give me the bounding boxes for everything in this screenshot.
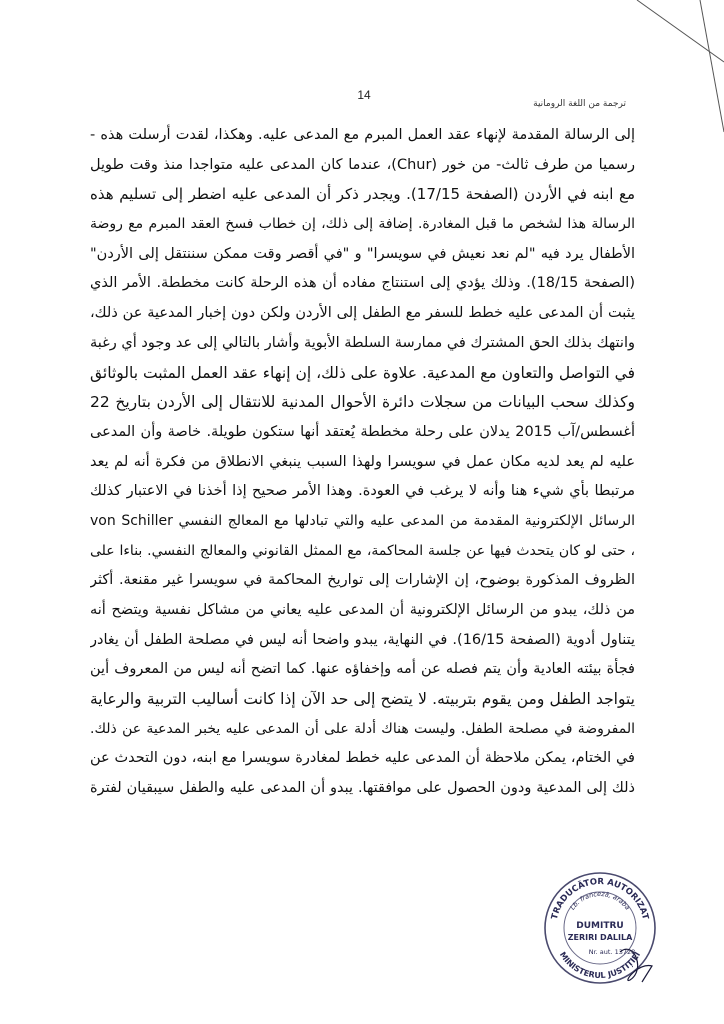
stamp-seal [542, 870, 658, 986]
text-line: ، حتى لو كان يتحدث فيها عن جلسة المحاكمة، مع الممثل القانوني والمعالج النفسي. بناءا على [90, 542, 635, 559]
text-line: المفروضة في مصلحة الطفل. وليست هناك أدلة على أن المدعى عليه يخبر المدعية عن ذلك. [90, 720, 635, 737]
text-line: الأطفال يرد فيه "لم نعد نعيش في سويسرا" و "في أقصر وقت ممكن سننتقل إلى الأردن" [90, 245, 635, 262]
text-line: عليه لم يعد لديه مكان عمل في سويسرا ولهذا السبب ينبغي الانطلاق من فكرة أنه لم يعد [90, 453, 635, 470]
text-line: في التواصل والتعاون مع المدعية. علاوة على ذلك، إن إنهاء عقد العمل المثبت بالوثائق [90, 363, 635, 382]
page-number: 14 [357, 88, 371, 102]
translation-note: ترجمة من اللغة الرومانية [533, 99, 626, 109]
text-line: يتواجد الطفل ومن يقوم بتربيته. لا يتضح إلى حد الآن إذا كانت أساليب التربية والرعاية [90, 690, 635, 709]
text-line: الرسالة هذا لشخص ما قبل المغادرة. إضافة إلى ذلك، إن خطاب فسخ العقد المبرم مع روضة [90, 216, 635, 233]
text-line: ذلك إلى المدعية ودون الحصول على موافقتها. يبدو أن المدعى عليه والطفل سيبقيان لفترة [90, 780, 635, 797]
stamp-top-text: TRADUCĂTOR AUTORIZAT [549, 876, 651, 921]
stamp-last-name: ZERIRI DALILA [567, 933, 633, 942]
text-line: مرتبطا بأي شيء هنا وأنه لا يرغب في العودة. وهذا الأمر صحيح إذا أخذنا في الاعتبار كذلك [90, 483, 635, 500]
stamp-first-name: DUMITRU [576, 921, 624, 931]
text-line: أغسطس/آب 2015 يدلان على رحلة مخططة يُعتقد أنها ستكون طويلة. خاصة وأن المدعى [90, 423, 635, 440]
text-line: الرسائل الإلكترونية المقدمة من المدعى عليه والتي تبادلها مع المعالج النفسي von Schiller [90, 512, 635, 529]
text-line: إلى الرسالة المقدمة لإنهاء عقد العمل المبرم مع المدعى عليه. وهكذا، لقدت أرسلت هذه - [90, 127, 635, 143]
text-line: في الختام، يمكن ملاحظة أن المدعى عليه خطط لمغادرة سويسرا مع ابنه، دون التحدث عن [90, 750, 635, 767]
text-line: يثبت أن المدعى عليه خطط للسفر مع الطفل إلى الأردن ولكن دون إخبار المدعية عن ذلك، [90, 305, 635, 322]
svg-text:TRADUCĂTOR AUTORIZAT [550, 877, 650, 921]
text-line: يتناول أدوية (الصفحة 16/15). في النهاية، يبدو واضحا أنه ليس في مصلحة الطفل أن يغادر [90, 631, 635, 648]
body-text [90, 121, 635, 804]
stamp-bottom-text: MINISTERUL JUSTIȚIEI [557, 950, 643, 981]
text-line: فجأة بيئته العادية وأن يتم فصله عن أمه وإخفاؤه عنها. كما اتضح أنه ليس من المعروف أين [90, 661, 635, 678]
text-line: وكذلك سحب البيانات من سجلات دائرة الأحوال المدنية للانتقال إلى الأردن بتاريخ 22 [90, 393, 635, 412]
text-line: وانتهك بذلك الحق المشترك في ممارسة السلطة الأبوية وأشار بالتالي إلى عد وجود أي رغبة [90, 334, 635, 351]
translator-stamp [542, 870, 658, 986]
stamp-languages-text: Lb. franceză, araba [568, 889, 632, 912]
text-line: رسميا من طرف ثالث- من خور (Chur)، عندما كان المدعى عليه متواجدا منذ وقت طويل [90, 156, 635, 173]
stamp-authorization: Nr. aut. 13728 [588, 948, 636, 956]
text-line: من ذلك، يبدو من الرسائل الإلكترونية أن المدعى عليه يعاني من مشاكل نفسية ويتضح أنه [90, 602, 635, 618]
text-line: (الصفحة 18/15). وذلك يؤدي إلى استنتاج مفاده أن هذه الرحلة كانت مخططة. الأمر الذي [90, 275, 635, 292]
text-line: الظروف المذكورة بوضوح، إن الإشارات إلى تواريخ المحاكمة في سويسرا غير مقنعة. أكثر [90, 572, 635, 589]
text-line: مع ابنه في الأردن (الصفحة 17/15). ويجدر ذكر أن المدعى عليه اضطر إلى تسليم هذه [90, 185, 635, 204]
